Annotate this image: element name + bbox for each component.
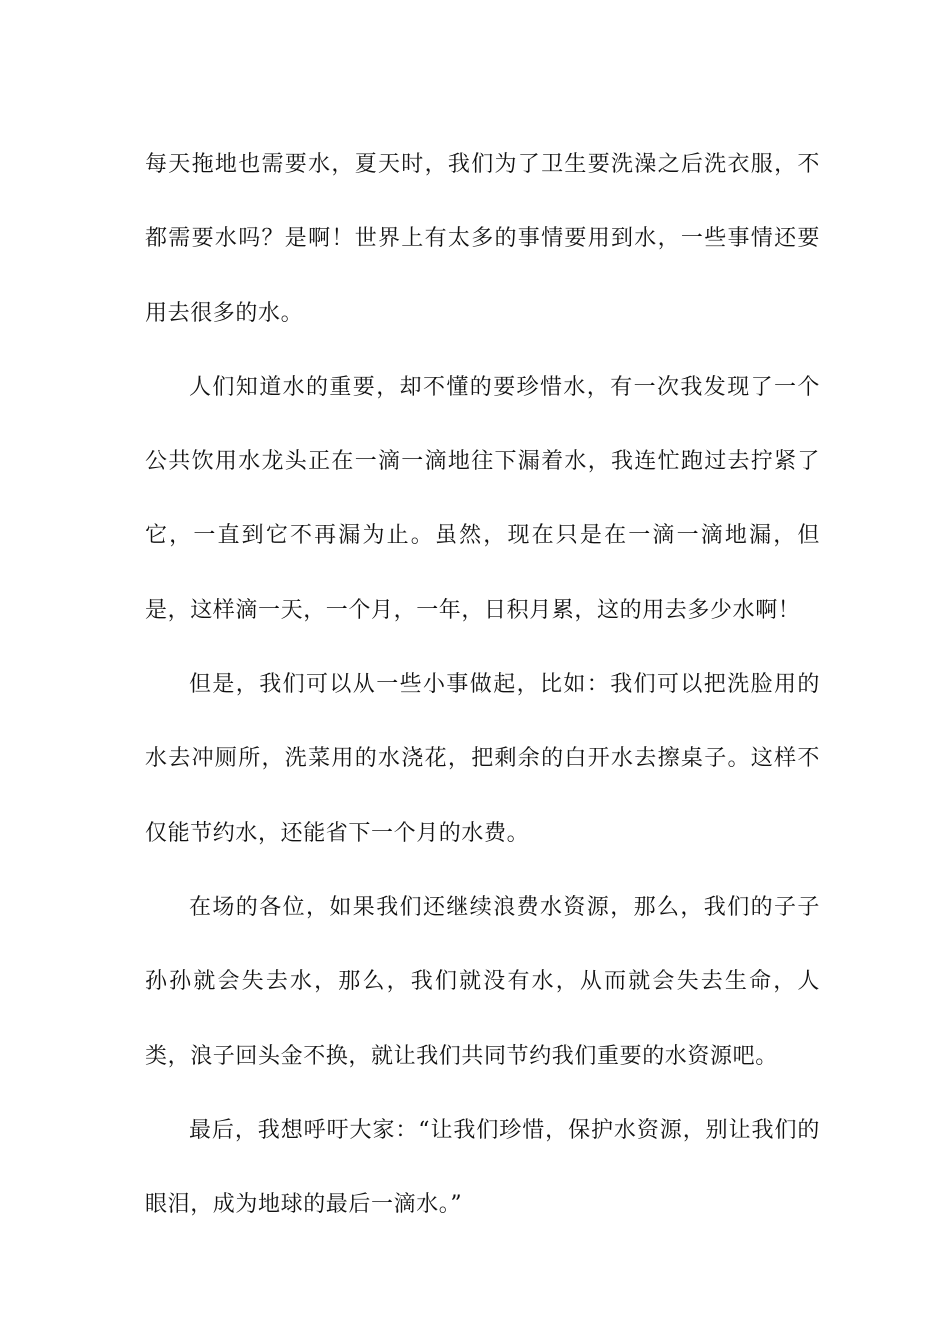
paragraph: 但是，我们可以从一些小事做起，比如：我们可以把洗脸用的水去冲厕所，洗菜用的水浇花，把剩余的白开水去擦桌子。这样不仅能节约水，还能省下一个月的水费。 xyxy=(145,672,820,846)
paragraph: 人们知道水的重要，却不懂的要珍惜水，有一次我发现了一个公共饮用水龙头正在一滴一滴地往下漏着水，我连忙跑过去拧紧了它，一直到它不再漏为止。虽然，现在只是在一滴一滴地漏，但是，这样滴一天，一个月，一年，日积月累，这的用去多少水啊！ xyxy=(145,374,820,623)
paragraph-closing: 最后，我想呼吁大家：“让我们珍惜，保护水资源，别让我们的眼泪，成为地球的最后一滴水。” xyxy=(145,1117,820,1218)
paragraph: 在场的各位，如果我们还继续浪费水资源，那么，我们的子子孙孙就会失去水，那么，我们就没有水，从而就会失去生命，人类，浪子回头金不换，就让我们共同节约我们重要的水资源吧。 xyxy=(145,894,820,1069)
document-body xyxy=(145,128,820,1242)
paragraph-continued: 每天拖地也需要水，夏天时，我们为了卫生要洗澡之后洗衣服，不都需要水吗？是啊！世界上有太多的事情要用到水，一些事情还要用去很多的水。 xyxy=(145,152,820,326)
